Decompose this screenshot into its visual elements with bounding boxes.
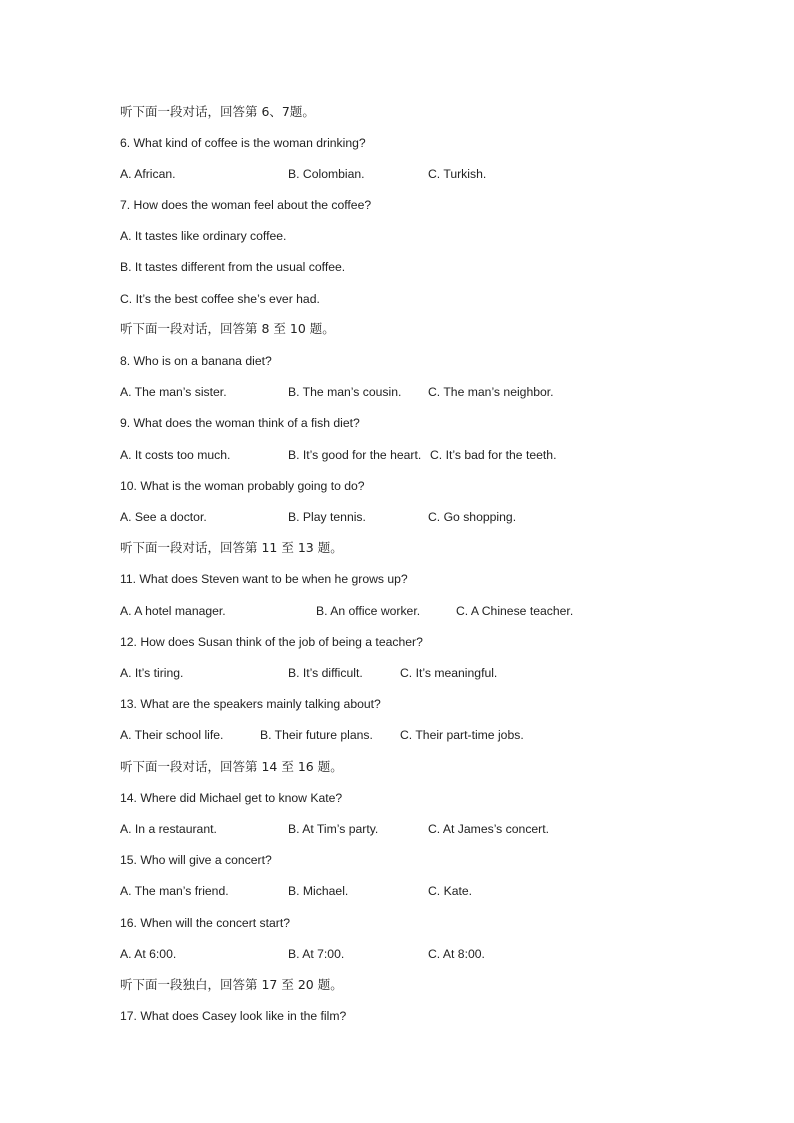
q8-option-b: B. The man’s cousin.	[288, 385, 402, 399]
q8-option-a: A. The man’s sister.	[120, 385, 227, 399]
q13-option-b: B. Their future plans.	[260, 728, 373, 742]
q13-option-c: C. Their part-time jobs.	[400, 728, 524, 742]
q12-option-b: B. It’s difficult.	[288, 666, 363, 680]
section-heading-6-7: 听下面一段对话，回答第 6、7题。	[120, 104, 315, 119]
q15-option-c: C. Kate.	[428, 884, 473, 898]
q7-option-a: A. It tastes like ordinary coffee.	[120, 229, 287, 243]
section-heading-8-10: 听下面一段对话，回答第 8 至 10 题。	[120, 321, 335, 336]
question-7: 7. How does the woman feel about the coffee?	[120, 198, 372, 212]
q12-option-a: A. It’s tiring.	[120, 666, 184, 680]
q6-option-b: B. Colombian.	[288, 167, 365, 181]
q14-option-b: B. At Tim’s party.	[288, 822, 379, 836]
q7-option-b: B. It tastes different from the usual coffee.	[120, 260, 346, 274]
question-17: 17. What does Casey look like in the film?	[120, 1009, 347, 1023]
question-12: 12. How does Susan think of the job of being a teacher?	[120, 635, 423, 649]
q11-option-b: B. An office worker.	[316, 604, 421, 618]
q10-option-b: B. Play tennis.	[288, 510, 366, 524]
q9-option-a: A. It costs too much.	[120, 448, 231, 462]
q9-option-c: C. It’s bad for the teeth.	[430, 448, 557, 462]
q9-option-b: B. It’s good for the heart.	[288, 448, 422, 462]
q10-option-c: C. Go shopping.	[428, 510, 517, 524]
question-15: 15. Who will give a concert?	[120, 853, 272, 867]
section-heading-17-20: 听下面一段独白，回答第 17 至 20 题。	[120, 977, 343, 992]
q16-option-b: B. At 7:00.	[288, 947, 345, 961]
q16-option-c: C. At 8:00.	[428, 947, 485, 961]
q14-option-c: C. At James’s concert.	[428, 822, 550, 836]
q14-option-a: A. In a restaurant.	[120, 822, 217, 836]
q6-option-c: C. Turkish.	[428, 167, 487, 181]
question-14: 14. Where did Michael get to know Kate?	[120, 791, 343, 805]
q6-option-a: A. African.	[120, 167, 176, 181]
section-heading-14-16: 听下面一段对话，回答第 14 至 16 题。	[120, 759, 343, 774]
q13-option-a: A. Their school life.	[120, 728, 224, 742]
q7-option-c: C. It’s the best coffee she’s ever had.	[120, 292, 320, 306]
section-heading-11-13: 听下面一段对话，回答第 11 至 13 题。	[120, 540, 343, 555]
question-16: 16. When will the concert start?	[120, 916, 291, 930]
q15-option-a: A. The man’s friend.	[120, 884, 229, 898]
question-9: 9. What does the woman think of a fish diet?	[120, 416, 360, 430]
question-6: 6. What kind of coffee is the woman drinking?	[120, 136, 366, 150]
question-8: 8. Who is on a banana diet?	[120, 354, 272, 368]
q11-option-c: C. A Chinese teacher.	[456, 604, 574, 618]
q12-option-c: C. It’s meaningful.	[400, 666, 498, 680]
q10-option-a: A. See a doctor.	[120, 510, 207, 524]
q8-option-c: C. The man’s neighbor.	[428, 385, 554, 399]
question-10: 10. What is the woman probably going to do?	[120, 479, 365, 493]
q15-option-b: B. Michael.	[288, 884, 349, 898]
question-11: 11. What does Steven want to be when he grows up?	[120, 572, 408, 586]
q11-option-a: A. A hotel manager.	[120, 604, 226, 618]
question-13: 13. What are the speakers mainly talking about?	[120, 697, 381, 711]
q16-option-a: A. At 6:00.	[120, 947, 177, 961]
